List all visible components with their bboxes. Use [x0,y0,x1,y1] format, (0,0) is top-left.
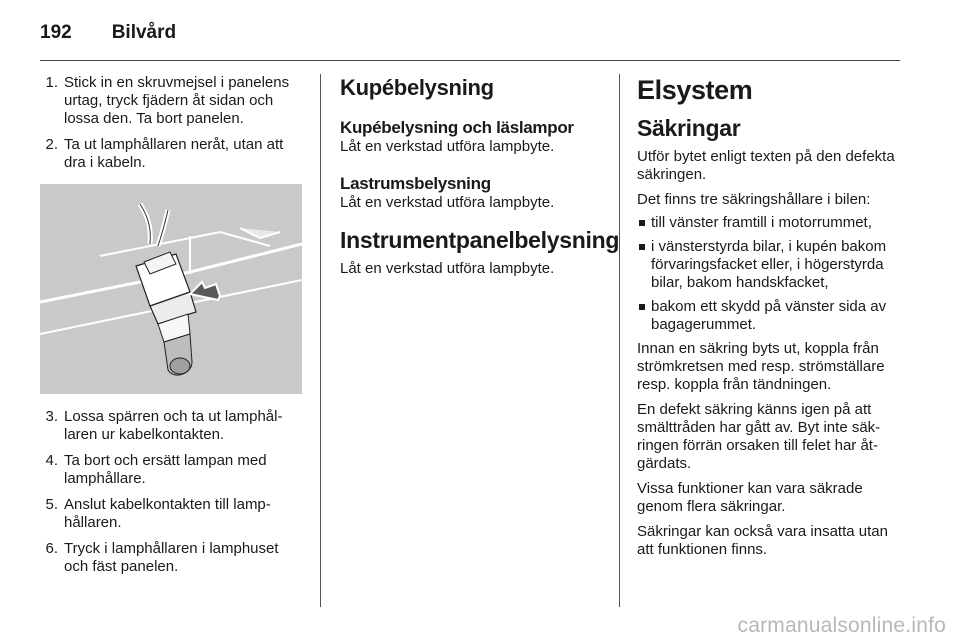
step-text: Anslut kabelkontakten till lamphållaren. [64,496,271,531]
fuse-location-list [637,214,903,334]
step-text: Tryck i lamphållaren i lamphuset och fäst panelen. [64,540,279,575]
step-item [40,74,304,128]
paragraph: En defekt säkring känns igen på att smälttråden har gått av. Byt inte säkringen förrän orsaken till felet har åtgärdats. [637,401,881,472]
list-item [637,298,903,334]
step-item [40,408,304,444]
steps-list-top [40,74,304,172]
step-number: 1. [45,74,58,91]
list-item-text: bakom ett skydd på vänster sida av bagagerummet. [651,298,887,333]
bullet-square-icon [639,304,645,310]
paragraph: Vissa funktioner kan vara säkrade genom flera säkringar. [637,480,863,515]
paragraph: Innan en säkring byts ut, koppla från strömkretsen med resp. strömställare resp. koppla från tändningen. [637,340,885,393]
step-number: 3. [45,408,58,425]
steps-list-bottom [40,408,304,576]
list-item [637,238,903,292]
paragraph: Utför bytet enligt texten på den defekta säkringen. [637,148,895,183]
step-number: 2. [45,136,58,153]
step-number: 6. [45,540,58,557]
lamp-holder-drawing [40,184,302,394]
running-title: Bilvård [111,22,177,43]
step-number: 4. [45,452,58,469]
paragraph: Låt en verkstad utföra lampbyte. [340,138,555,155]
step-item [40,136,304,172]
list-item-text: i vänsterstyrda bilar, i kupén bakom förvaringsfacket eller, i högerstyrda bilar, bakom handskfacket, [651,238,887,291]
page-header [40,18,176,48]
section-title-elsystem: Elsystem [637,75,753,105]
step-item [40,496,304,532]
step-text: Lossa spärren och ta ut lamphållaren ur kabelkontakten. [64,408,283,443]
lamp-holder-illustration [40,184,302,394]
step-text: Stick in en skruvmejsel i panelens urtag, tryck fjädern åt sidan och lossa den. Ta bort panelen. [64,74,290,127]
column-divider-left [320,74,321,607]
paragraph: Låt en verkstad utföra lampbyte. [340,194,555,211]
paragraph: Låt en verkstad utföra lampbyte. [340,260,555,277]
bullet-square-icon [639,220,645,226]
page-number: 192 [40,22,72,43]
bullet-square-icon [639,244,645,250]
step-text: Ta ut lamphållaren neråt, utan att dra i kabeln. [64,136,284,171]
column-left [40,74,304,584]
step-number: 5. [45,496,58,513]
column-right [637,74,903,559]
subheading-instrumentpanel: Instrumentpanelbelysning [340,227,620,253]
header-rule [40,60,900,61]
step-item [40,452,304,488]
step-text: Ta bort och ersätt lampan med lamphållare. [64,452,267,487]
list-item [637,214,903,232]
column-divider-right [619,74,620,607]
watermark-text: carmanualsonline.info [737,614,946,637]
step-item [40,540,304,576]
paragraph: Säkringar kan också vara insatta utan att funktionen finns. [637,523,888,558]
section-title-kupebelysning: Kupébelysning [340,75,494,100]
subheading-sakringar: Säkringar [637,115,741,141]
subheading-lastrum: Lastrumsbelysning [340,174,491,193]
list-item-text: till vänster framtill i motorrummet, [651,214,872,231]
paragraph: Det finns tre säkringshållare i bilen: [637,191,871,208]
subheading-kupe-lasl: Kupébelysning och läslampor [340,118,574,137]
column-middle [340,74,620,278]
